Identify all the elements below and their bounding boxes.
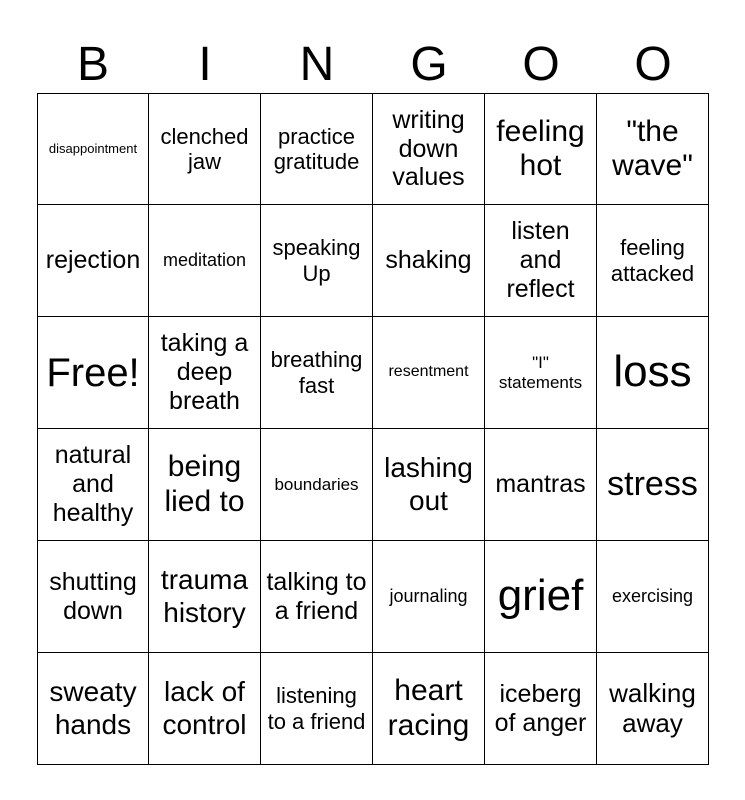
- bingo-cell[interactable]: listening to a friend: [261, 653, 373, 765]
- bingo-header: [37, 36, 709, 94]
- bingo-cell[interactable]: talking to a friend: [261, 541, 373, 653]
- bingo-cell[interactable]: natural and healthy: [37, 429, 149, 541]
- bingo-cell[interactable]: stress: [597, 429, 709, 541]
- bingo-cell[interactable]: grief: [485, 541, 597, 653]
- bingo-cell[interactable]: lack of control: [149, 653, 261, 765]
- bingo-cell[interactable]: exercising: [597, 541, 709, 653]
- bingo-cell[interactable]: listen and reflect: [485, 205, 597, 317]
- bingo-cell[interactable]: clenched jaw: [149, 93, 261, 205]
- header-letter-i: I: [198, 38, 212, 91]
- bingo-cell[interactable]: heart racing: [373, 653, 485, 765]
- bingo-cell[interactable]: rejection: [37, 205, 149, 317]
- header-letter-b: B: [76, 38, 109, 91]
- bingo-cell-free[interactable]: Free!: [37, 317, 149, 429]
- bingo-cell[interactable]: disappointment: [37, 93, 149, 205]
- bingo-cell[interactable]: "I" statements: [485, 317, 597, 429]
- bingo-cell[interactable]: resentment: [373, 317, 485, 429]
- header-letter-o-2: O: [634, 38, 672, 91]
- bingo-cell[interactable]: writing down values: [373, 93, 485, 205]
- bingo-cell[interactable]: lashing out: [373, 429, 485, 541]
- header-letter-g: G: [410, 38, 448, 91]
- bingo-cell[interactable]: shutting down: [37, 541, 149, 653]
- bingo-cell[interactable]: taking a deep breath: [149, 317, 261, 429]
- header-letter-o: O: [522, 38, 560, 91]
- bingo-cell[interactable]: sweaty hands: [37, 653, 149, 765]
- bingo-cell[interactable]: speaking Up: [261, 205, 373, 317]
- bingo-cell[interactable]: mantras: [485, 429, 597, 541]
- bingo-cell[interactable]: breathing fast: [261, 317, 373, 429]
- bingo-cell[interactable]: "the wave": [597, 93, 709, 205]
- bingo-cell[interactable]: iceberg of anger: [485, 653, 597, 765]
- bingo-cell[interactable]: feeling attacked: [597, 205, 709, 317]
- bingo-cell[interactable]: practice gratitude: [261, 93, 373, 205]
- bingo-cell[interactable]: loss: [597, 317, 709, 429]
- bingo-cell[interactable]: feeling hot: [485, 93, 597, 205]
- bingo-board: [37, 93, 709, 765]
- header-letter-n: N: [299, 38, 335, 91]
- bingo-cell[interactable]: meditation: [149, 205, 261, 317]
- bingo-cell[interactable]: boundaries: [261, 429, 373, 541]
- bingo-cell[interactable]: walking away: [597, 653, 709, 765]
- bingo-cell[interactable]: being lied to: [149, 429, 261, 541]
- bingo-cell[interactable]: trauma history: [149, 541, 261, 653]
- bingo-cell[interactable]: shaking: [373, 205, 485, 317]
- bingo-cell[interactable]: journaling: [373, 541, 485, 653]
